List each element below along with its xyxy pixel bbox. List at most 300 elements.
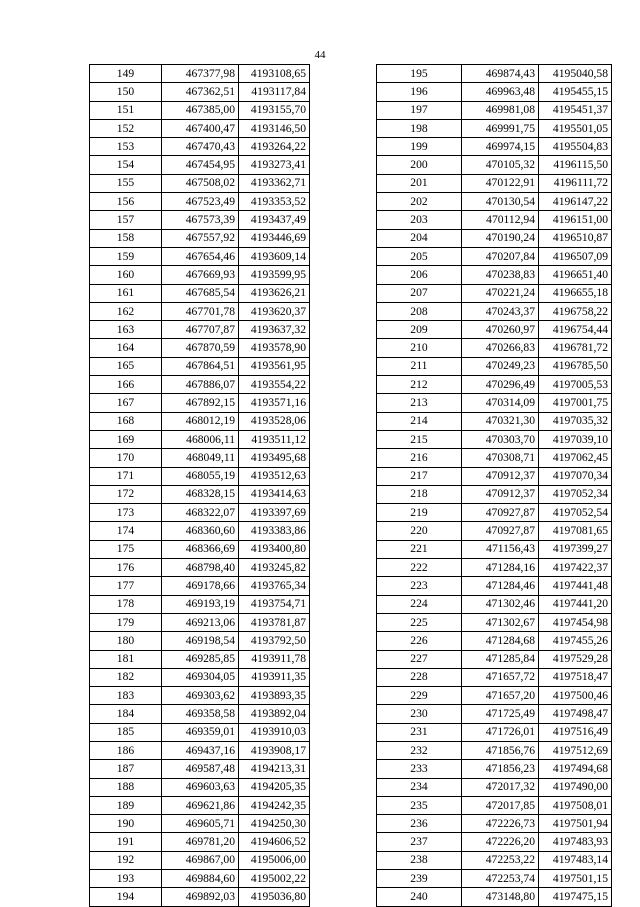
y-coordinate-cell: 4197518,47	[539, 668, 612, 686]
table-row	[377, 376, 612, 394]
table-row	[377, 522, 612, 540]
table-row	[377, 778, 612, 796]
x-coordinate-cell: 470105,32	[462, 156, 539, 174]
table-row	[377, 229, 612, 247]
y-coordinate-cell: 4193554,22	[239, 376, 310, 394]
y-coordinate-cell: 4197005,53	[539, 376, 612, 394]
point-number-cell: 181	[90, 650, 162, 668]
point-number-cell: 152	[90, 119, 162, 137]
x-coordinate-cell: 471284,46	[462, 577, 539, 595]
point-number-cell: 235	[377, 796, 462, 814]
table-row	[90, 668, 310, 686]
x-coordinate-cell: 470266,83	[462, 339, 539, 357]
table-row	[377, 449, 612, 467]
x-coordinate-cell: 469178,66	[162, 577, 239, 595]
x-coordinate-cell: 467400,47	[162, 119, 239, 137]
point-number-cell: 188	[90, 778, 162, 796]
table-row	[377, 815, 612, 833]
y-coordinate-cell: 4193397,69	[239, 504, 310, 522]
table-row	[90, 284, 310, 302]
table-row	[90, 632, 310, 650]
table-row	[90, 229, 310, 247]
point-number-cell: 177	[90, 577, 162, 595]
table-row	[377, 467, 612, 485]
y-coordinate-cell: 4196754,44	[539, 321, 612, 339]
table-row	[377, 870, 612, 888]
table-row	[377, 595, 612, 613]
table-row	[377, 504, 612, 522]
table-row	[90, 888, 310, 906]
point-number-cell: 202	[377, 193, 462, 211]
y-coordinate-cell: 4193571,16	[239, 394, 310, 412]
y-coordinate-cell: 4193754,71	[239, 595, 310, 613]
point-number-cell: 238	[377, 851, 462, 869]
point-number-cell: 221	[377, 540, 462, 558]
point-number-cell: 213	[377, 394, 462, 412]
point-number-cell: 183	[90, 687, 162, 705]
table-row	[377, 247, 612, 265]
table-row	[377, 632, 612, 650]
y-coordinate-cell: 4193362,71	[239, 174, 310, 192]
y-coordinate-cell: 4196507,09	[539, 247, 612, 265]
table-row	[377, 741, 612, 759]
table-row	[90, 376, 310, 394]
point-number-cell: 207	[377, 284, 462, 302]
y-coordinate-cell: 4193117,84	[239, 83, 310, 101]
x-coordinate-cell: 472226,20	[462, 833, 539, 851]
y-coordinate-cell: 4193908,17	[239, 741, 310, 759]
y-coordinate-cell: 4193620,37	[239, 302, 310, 320]
table-row	[377, 83, 612, 101]
point-number-cell: 168	[90, 412, 162, 430]
x-coordinate-cell: 470238,83	[462, 266, 539, 284]
y-coordinate-cell: 4193792,50	[239, 632, 310, 650]
y-coordinate-cell: 4194242,35	[239, 796, 310, 814]
y-coordinate-cell: 4195455,15	[539, 83, 612, 101]
y-coordinate-cell: 4193626,21	[239, 284, 310, 302]
x-coordinate-cell: 469892,03	[162, 888, 239, 906]
x-coordinate-cell: 469213,06	[162, 613, 239, 631]
y-coordinate-cell: 4193400,80	[239, 540, 310, 558]
table-row	[90, 65, 310, 83]
page-number: 44	[314, 49, 326, 61]
x-coordinate-cell: 469303,62	[162, 687, 239, 705]
table-row	[90, 449, 310, 467]
y-coordinate-cell: 4193495,68	[239, 449, 310, 467]
table-row	[90, 577, 310, 595]
x-coordinate-cell: 472017,85	[462, 796, 539, 814]
point-number-cell: 211	[377, 357, 462, 375]
coordinates-table-left	[89, 64, 310, 907]
table-row	[90, 504, 310, 522]
y-coordinate-cell: 4197081,65	[539, 522, 612, 540]
x-coordinate-cell: 470112,94	[462, 211, 539, 229]
x-coordinate-cell: 471725,49	[462, 705, 539, 723]
x-coordinate-cell: 468360,60	[162, 522, 239, 540]
point-number-cell: 160	[90, 266, 162, 284]
point-number-cell: 156	[90, 193, 162, 211]
point-number-cell: 219	[377, 504, 462, 522]
table-row	[90, 650, 310, 668]
y-coordinate-cell: 4193892,04	[239, 705, 310, 723]
table-row	[377, 430, 612, 448]
x-coordinate-cell: 468055,19	[162, 467, 239, 485]
x-coordinate-cell: 467523,49	[162, 193, 239, 211]
table-row	[90, 83, 310, 101]
x-coordinate-cell: 470308,71	[462, 449, 539, 467]
table-row	[90, 760, 310, 778]
point-number-cell: 227	[377, 650, 462, 668]
point-number-cell: 218	[377, 485, 462, 503]
y-coordinate-cell: 4193383,86	[239, 522, 310, 540]
point-number-cell: 229	[377, 687, 462, 705]
y-coordinate-cell: 4197454,98	[539, 613, 612, 631]
x-coordinate-cell: 469603,63	[162, 778, 239, 796]
table-row	[90, 357, 310, 375]
y-coordinate-cell: 4196785,50	[539, 357, 612, 375]
point-number-cell: 236	[377, 815, 462, 833]
point-number-cell: 173	[90, 504, 162, 522]
table-row	[377, 211, 612, 229]
point-number-cell: 224	[377, 595, 462, 613]
y-coordinate-cell: 4194250,30	[239, 815, 310, 833]
table-row	[377, 888, 612, 906]
table-row	[90, 138, 310, 156]
point-number-cell: 204	[377, 229, 462, 247]
y-coordinate-cell: 4196781,72	[539, 339, 612, 357]
x-coordinate-cell: 469285,85	[162, 650, 239, 668]
x-coordinate-cell: 469193,19	[162, 595, 239, 613]
x-coordinate-cell: 470190,24	[462, 229, 539, 247]
point-number-cell: 232	[377, 741, 462, 759]
point-number-cell: 176	[90, 559, 162, 577]
x-coordinate-cell: 469867,00	[162, 851, 239, 869]
x-coordinate-cell: 467870,59	[162, 339, 239, 357]
x-coordinate-cell: 471285,84	[462, 650, 539, 668]
y-coordinate-cell: 4197516,49	[539, 723, 612, 741]
x-coordinate-cell: 467654,46	[162, 247, 239, 265]
y-coordinate-cell: 4196758,22	[539, 302, 612, 320]
y-coordinate-cell: 4193599,95	[239, 266, 310, 284]
point-number-cell: 159	[90, 247, 162, 265]
table-row	[377, 723, 612, 741]
table-row	[90, 339, 310, 357]
point-number-cell: 193	[90, 870, 162, 888]
table-row	[377, 851, 612, 869]
y-coordinate-cell: 4193781,87	[239, 613, 310, 631]
x-coordinate-cell: 468049,11	[162, 449, 239, 467]
y-coordinate-cell: 4195451,37	[539, 101, 612, 119]
table-row	[90, 613, 310, 631]
x-coordinate-cell: 469621,86	[162, 796, 239, 814]
table-row	[90, 705, 310, 723]
point-number-cell: 151	[90, 101, 162, 119]
x-coordinate-cell: 468366,69	[162, 540, 239, 558]
point-number-cell: 240	[377, 888, 462, 906]
table-row	[377, 339, 612, 357]
y-coordinate-cell: 4195501,05	[539, 119, 612, 137]
y-coordinate-cell: 4193273,41	[239, 156, 310, 174]
x-coordinate-cell: 467864,51	[162, 357, 239, 375]
y-coordinate-cell: 4193911,78	[239, 650, 310, 668]
y-coordinate-cell: 4196111,72	[539, 174, 612, 192]
y-coordinate-cell: 4196655,18	[539, 284, 612, 302]
y-coordinate-cell: 4197508,01	[539, 796, 612, 814]
x-coordinate-cell: 470927,87	[462, 504, 539, 522]
point-number-cell: 180	[90, 632, 162, 650]
point-number-cell: 157	[90, 211, 162, 229]
point-number-cell: 208	[377, 302, 462, 320]
table-row	[377, 193, 612, 211]
point-number-cell: 225	[377, 613, 462, 631]
x-coordinate-cell: 471156,43	[462, 540, 539, 558]
point-number-cell: 174	[90, 522, 162, 540]
point-number-cell: 187	[90, 760, 162, 778]
y-coordinate-cell: 4194205,35	[239, 778, 310, 796]
table-row	[377, 174, 612, 192]
x-coordinate-cell: 471302,46	[462, 595, 539, 613]
table-row	[90, 321, 310, 339]
table-row	[90, 174, 310, 192]
x-coordinate-cell: 470321,30	[462, 412, 539, 430]
point-number-cell: 179	[90, 613, 162, 631]
x-coordinate-cell: 470122,91	[462, 174, 539, 192]
table-row	[90, 211, 310, 229]
table-row	[90, 870, 310, 888]
y-coordinate-cell: 4197529,28	[539, 650, 612, 668]
y-coordinate-cell: 4193637,32	[239, 321, 310, 339]
point-number-cell: 182	[90, 668, 162, 686]
x-coordinate-cell: 468798,40	[162, 559, 239, 577]
table-row	[90, 815, 310, 833]
x-coordinate-cell: 470314,09	[462, 394, 539, 412]
point-number-cell: 230	[377, 705, 462, 723]
table-row	[90, 412, 310, 430]
x-coordinate-cell: 471726,01	[462, 723, 539, 741]
y-coordinate-cell: 4197512,69	[539, 741, 612, 759]
point-number-cell: 149	[90, 65, 162, 83]
x-coordinate-cell: 471302,67	[462, 613, 539, 631]
table-row	[377, 668, 612, 686]
y-coordinate-cell: 4194606,52	[239, 833, 310, 851]
point-number-cell: 226	[377, 632, 462, 650]
x-coordinate-cell: 471856,23	[462, 760, 539, 778]
y-coordinate-cell: 4197455,26	[539, 632, 612, 650]
table-row	[377, 577, 612, 595]
y-coordinate-cell: 4193108,65	[239, 65, 310, 83]
point-number-cell: 210	[377, 339, 462, 357]
point-number-cell: 154	[90, 156, 162, 174]
y-coordinate-cell: 4193910,03	[239, 723, 310, 741]
y-coordinate-cell: 4193911,35	[239, 668, 310, 686]
point-number-cell: 164	[90, 339, 162, 357]
table-row	[377, 485, 612, 503]
x-coordinate-cell: 471657,72	[462, 668, 539, 686]
y-coordinate-cell: 4197070,34	[539, 467, 612, 485]
x-coordinate-cell: 467385,00	[162, 101, 239, 119]
point-number-cell: 228	[377, 668, 462, 686]
y-coordinate-cell: 4197490,00	[539, 778, 612, 796]
point-number-cell: 172	[90, 485, 162, 503]
table-row	[377, 284, 612, 302]
table-row	[377, 613, 612, 631]
x-coordinate-cell: 471657,20	[462, 687, 539, 705]
point-number-cell: 153	[90, 138, 162, 156]
y-coordinate-cell: 4195036,80	[239, 888, 310, 906]
table-row	[377, 101, 612, 119]
point-number-cell: 215	[377, 430, 462, 448]
table-row	[90, 394, 310, 412]
y-coordinate-cell: 4197062,45	[539, 449, 612, 467]
point-number-cell: 150	[90, 83, 162, 101]
table-row	[90, 723, 310, 741]
table-row	[377, 302, 612, 320]
table-row	[90, 302, 310, 320]
point-number-cell: 167	[90, 394, 162, 412]
table-row	[377, 540, 612, 558]
point-number-cell: 194	[90, 888, 162, 906]
y-coordinate-cell: 4197501,15	[539, 870, 612, 888]
table-row	[90, 687, 310, 705]
y-coordinate-cell: 4196151,00	[539, 211, 612, 229]
point-number-cell: 206	[377, 266, 462, 284]
point-number-cell: 191	[90, 833, 162, 851]
x-coordinate-cell: 470243,37	[462, 302, 539, 320]
x-coordinate-cell: 469874,43	[462, 65, 539, 83]
x-coordinate-cell: 470912,37	[462, 467, 539, 485]
point-number-cell: 192	[90, 851, 162, 869]
table-row	[377, 266, 612, 284]
y-coordinate-cell: 4196147,22	[539, 193, 612, 211]
point-number-cell: 195	[377, 65, 462, 83]
y-coordinate-cell: 4196510,87	[539, 229, 612, 247]
x-coordinate-cell: 469304,05	[162, 668, 239, 686]
table-row	[90, 430, 310, 448]
y-coordinate-cell: 4196115,50	[539, 156, 612, 174]
table-row	[90, 540, 310, 558]
x-coordinate-cell: 469359,01	[162, 723, 239, 741]
x-coordinate-cell: 467892,15	[162, 394, 239, 412]
point-number-cell: 217	[377, 467, 462, 485]
x-coordinate-cell: 467557,92	[162, 229, 239, 247]
table-row	[377, 65, 612, 83]
point-number-cell: 170	[90, 449, 162, 467]
point-number-cell: 209	[377, 321, 462, 339]
table-row	[90, 156, 310, 174]
y-coordinate-cell: 4197500,46	[539, 687, 612, 705]
table-row	[90, 741, 310, 759]
x-coordinate-cell: 472017,32	[462, 778, 539, 796]
y-coordinate-cell: 4193245,82	[239, 559, 310, 577]
y-coordinate-cell: 4193264,22	[239, 138, 310, 156]
table-row	[377, 156, 612, 174]
table-row	[90, 559, 310, 577]
point-number-cell: 155	[90, 174, 162, 192]
table-row	[90, 522, 310, 540]
point-number-cell: 184	[90, 705, 162, 723]
x-coordinate-cell: 470260,97	[462, 321, 539, 339]
point-number-cell: 214	[377, 412, 462, 430]
x-coordinate-cell: 471284,16	[462, 559, 539, 577]
x-coordinate-cell: 470296,49	[462, 376, 539, 394]
x-coordinate-cell: 468328,15	[162, 485, 239, 503]
table-row	[377, 321, 612, 339]
point-number-cell: 186	[90, 741, 162, 759]
y-coordinate-cell: 4197001,75	[539, 394, 612, 412]
x-coordinate-cell: 467886,07	[162, 376, 239, 394]
table-row	[90, 247, 310, 265]
y-coordinate-cell: 4193353,52	[239, 193, 310, 211]
point-number-cell: 178	[90, 595, 162, 613]
point-number-cell: 203	[377, 211, 462, 229]
table-row	[377, 687, 612, 705]
point-number-cell: 163	[90, 321, 162, 339]
x-coordinate-cell: 469605,71	[162, 815, 239, 833]
point-number-cell: 161	[90, 284, 162, 302]
point-number-cell: 198	[377, 119, 462, 137]
point-number-cell: 190	[90, 815, 162, 833]
point-number-cell: 162	[90, 302, 162, 320]
x-coordinate-cell: 470303,70	[462, 430, 539, 448]
x-coordinate-cell: 467707,87	[162, 321, 239, 339]
table-row	[377, 394, 612, 412]
point-number-cell: 223	[377, 577, 462, 595]
x-coordinate-cell: 471856,76	[462, 741, 539, 759]
point-number-cell: 239	[377, 870, 462, 888]
y-coordinate-cell: 4197039,10	[539, 430, 612, 448]
x-coordinate-cell: 469963,48	[462, 83, 539, 101]
y-coordinate-cell: 4197422,37	[539, 559, 612, 577]
y-coordinate-cell: 4197052,34	[539, 485, 612, 503]
x-coordinate-cell: 470912,37	[462, 485, 539, 503]
point-number-cell: 216	[377, 449, 462, 467]
x-coordinate-cell: 470927,87	[462, 522, 539, 540]
x-coordinate-cell: 467669,93	[162, 266, 239, 284]
x-coordinate-cell: 467573,39	[162, 211, 239, 229]
x-coordinate-cell: 468322,07	[162, 504, 239, 522]
y-coordinate-cell: 4193609,14	[239, 247, 310, 265]
table-row	[90, 485, 310, 503]
table-row	[90, 833, 310, 851]
table-row	[90, 266, 310, 284]
y-coordinate-cell: 4197399,27	[539, 540, 612, 558]
x-coordinate-cell: 468012,19	[162, 412, 239, 430]
point-number-cell: 171	[90, 467, 162, 485]
x-coordinate-cell: 470130,54	[462, 193, 539, 211]
table-row	[377, 119, 612, 137]
x-coordinate-cell: 469587,48	[162, 760, 239, 778]
table-row	[377, 138, 612, 156]
x-coordinate-cell: 471284,68	[462, 632, 539, 650]
x-coordinate-cell: 467377,98	[162, 65, 239, 83]
x-coordinate-cell: 467685,54	[162, 284, 239, 302]
point-number-cell: 222	[377, 559, 462, 577]
y-coordinate-cell: 4195002,22	[239, 870, 310, 888]
y-coordinate-cell: 4195006,00	[239, 851, 310, 869]
table-row	[90, 796, 310, 814]
point-number-cell: 199	[377, 138, 462, 156]
y-coordinate-cell: 4193437,49	[239, 211, 310, 229]
table-row	[377, 760, 612, 778]
x-coordinate-cell: 469974,15	[462, 138, 539, 156]
y-coordinate-cell: 4195040,58	[539, 65, 612, 83]
y-coordinate-cell: 4193414,63	[239, 485, 310, 503]
table-row	[90, 467, 310, 485]
point-number-cell: 237	[377, 833, 462, 851]
y-coordinate-cell: 4193578,90	[239, 339, 310, 357]
y-coordinate-cell: 4197498,47	[539, 705, 612, 723]
x-coordinate-cell: 467362,51	[162, 83, 239, 101]
